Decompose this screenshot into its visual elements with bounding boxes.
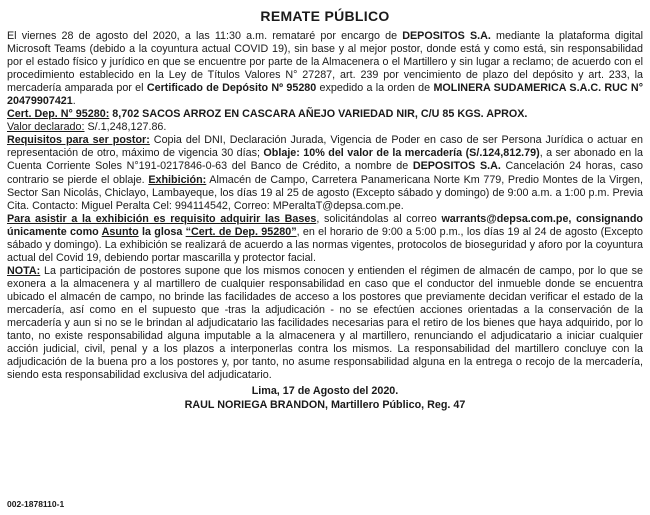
paragraph-declared-value [7,121,643,134]
subject-value: “Cert. de Dep. 95280” [185,225,297,238]
text: . [72,95,76,108]
text: expedido a la orden de [316,82,434,95]
contact-email: warrants@depsa.com.pe, consignando únicamente como [7,212,643,238]
note-text: La participación de postores supone que los mismos conocen y entienden el régimen de almacén de campo, por lo que se exonera a la almacenera y al martillero de cualquier responsabilidad en caso que el conductor del inmueble donde se encuentra ubicado el almacén de campo, no brinde las facilidades de acceso a los postores que previamente decidan verificar el estado de la mercadería, así como en el supuesto que -tras la adjudicación - no se efectúen acciones orientadas a la conservación de la mercadería y aun si no se le brindan al adjudicatario las facilidades necesarias para el retiro de los bienes que haya adquirido, por lo tanto, no existe responsabilidad alguna imputable a la almacenera y al martillero, renunciando el adjudicatario a iniciar cualquier acción judicial, civil, penal y a los plazos a interponerlas contra los mismos. La responsabilidad del martillero concluye con la adjudicación de la buena pro a los postores y, por tanto, no asume responsabilidad alguna en la entrega o recojo de la mercadería, siendo esta responsabilidad exclusiva del adjudicatario. [7,264,643,382]
place-date: Lima, 17 de Agosto del 2020. [251,385,399,398]
text: El viernes 28 de agosto del 2020, a las 11:30 a.m. remataré por encargo de [7,30,403,42]
auctioneer-name: RAUL NORIEGA BRANDON, Martillero Público, Reg. 47 [184,398,466,411]
text: mediante la plataforma digital Microsoft Teams (debido a la coyuntura actual COVID 19), sin base y al mejor postor, donde está y como está, sin responsabilidad por el estado físico y jurídico en que se encuentre por parte de la Almacenera o el Martillero y sin lugar a reclamo; de acuerdo con el procedimiento establecido en la Ley de Títulos Valores N° 27287, art. 239 por vencimiento de plazo del depósito y art. 233, la mercadería amparada por el [7,30,643,95]
paragraph-auction-terms [7,30,643,108]
beneficiary-name: MOLINERA SUDAMERICA S.A.C. RUC N° 20479907421 [7,82,643,108]
deposit-fee: Oblaje: 10% del valor de la mercadería (S/.124,812.79) [263,147,540,160]
publication-code: 002-1878110-1 [7,499,65,509]
declared-value-label: Valor declarado: [7,121,85,134]
paragraph-certificate [7,108,643,121]
text: Cancelación 24 horas, caso contrario se pierde el oblaje. [7,160,643,186]
note-label: NOTA: [7,264,41,277]
exhibition-label: Exhibición: [148,173,207,186]
certificate-ref: Certificado de Depósito Nº 95280 [146,82,317,95]
paragraph-note [7,265,643,382]
notice-body [7,30,643,382]
bases-label: Para asistir a la exhibición es requisito adquirir las Bases [7,212,317,225]
text: , en el horario de 9:00 a 5:00 p.m., los días 19 al 24 de agosto (Excepto sábado y domingo). La exhibición se realizará de acuerdo a las normas vigentes, protocolos de bioseguridad y aforo por la coyuntura actual del Covid 19, debiendo portar mascarilla y protector facial. [7,225,644,264]
declared-value: S/.1,248,127.86. [84,121,167,134]
goods-description: 8,702 SACOS ARROZ EN CASCARA AÑEJO VARIEDAD NIR, C/U 85 KGS. APROX. [109,108,528,121]
requirements-label: Requisitos para ser postor: [7,134,150,147]
notice-title: REMATE PÚBLICO [260,8,390,24]
signature-block [7,385,643,412]
text: , a ser abonado en la Cuenta Corriente Soles N°191-0217846-0-63 del Banco de Crédito, a nombre de [7,147,643,173]
paragraph-requirements [7,134,643,212]
text: Almacén de Campo, Carretera Panamericana Norte Km 779, Predio Montes de la Virgen, Sector San Nicolás, Chiclayo, Lambayeque, los días 19 al 25 de agosto (Excepto sábado y domingo) de 9:00 a.m. a 1:00 p.m. Previa Cita. Contacto: Miguel Peralta Cel: 994114542, Correo: MPeraltaT@depsa.com.pe. [7,173,643,212]
paragraph-bases [7,213,643,265]
subject-label: Asunto [101,225,139,238]
text: la glosa [138,225,186,238]
text: Copia del DNI, Declaración Jurada, Vigencia de Poder en caso de ser Persona Jurídica o actuar en representación de otro, máximo de vigencia 30 días; [7,134,643,160]
depositor-name: DEPOSITOS S.A. [402,30,491,42]
certificate-label: Cert. Dep. N° 95280: [7,108,110,121]
depositor-name: DEPOSITOS S.A. [412,160,501,173]
text: , solicitándolas al correo [316,212,442,225]
